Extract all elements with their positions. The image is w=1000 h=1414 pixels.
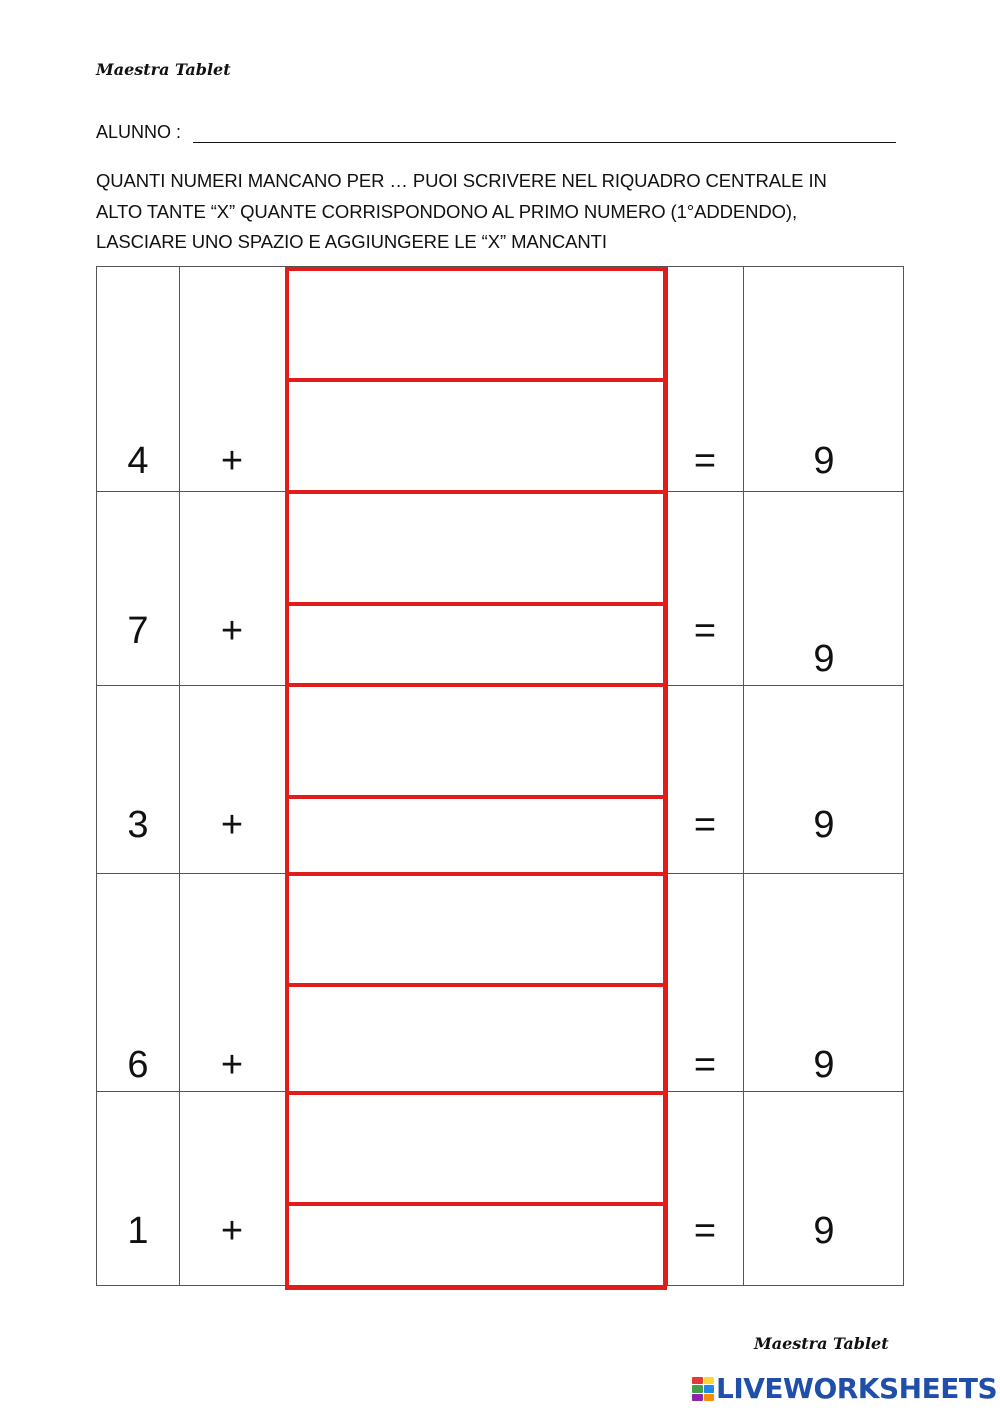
- answer-box-divider[interactable]: [285, 602, 667, 606]
- result: 9: [813, 804, 835, 846]
- answer-box-divider[interactable]: [285, 378, 667, 382]
- plus-sign: +: [220, 804, 244, 846]
- result: 9: [813, 1210, 835, 1252]
- liveworksheets-icon: [692, 1377, 714, 1401]
- answer-column-frame: [285, 267, 667, 1285]
- answer-box-border: [285, 872, 667, 876]
- exercise-grid: [96, 266, 904, 1286]
- answer-box-border: [285, 683, 667, 687]
- result: 9: [813, 1044, 835, 1086]
- student-name-row: [96, 122, 896, 143]
- instructions: [96, 166, 896, 258]
- result: 9: [813, 638, 835, 680]
- brand-footer: Maestra Tablet: [754, 1334, 889, 1353]
- answer-box-border: [285, 267, 667, 271]
- equals-sign: =: [693, 1044, 717, 1086]
- answer-box-border: [285, 1091, 667, 1095]
- result: 9: [813, 440, 835, 482]
- instruction-line: LASCIARE UNO SPAZIO E AGGIUNGERE LE “X” MANCANTI: [96, 231, 607, 252]
- liveworksheets-wordmark: LIVEWORKSHEETS: [716, 1372, 998, 1405]
- plus-sign: +: [220, 440, 244, 482]
- first-addend: 4: [127, 440, 149, 482]
- answer-box-divider[interactable]: [285, 795, 667, 799]
- first-addend: 1: [127, 1210, 149, 1252]
- instruction-line: QUANTI NUMERI MANCANO PER … PUOI SCRIVERE NEL RIQUADRO CENTRALE IN: [96, 170, 827, 191]
- student-label: ALUNNO :: [96, 122, 182, 142]
- equals-sign: =: [693, 610, 717, 652]
- first-addend: 3: [127, 804, 149, 846]
- liveworksheets-logo[interactable]: [692, 1374, 997, 1404]
- answer-box-divider[interactable]: [285, 983, 667, 987]
- equals-sign: =: [693, 804, 717, 846]
- plus-sign: +: [220, 1044, 244, 1086]
- answer-box-divider[interactable]: [285, 1202, 667, 1206]
- plus-sign: +: [220, 610, 244, 652]
- brand-header: Maestra Tablet: [96, 60, 231, 79]
- answer-box-border: [285, 490, 667, 494]
- answer-box-border: [285, 1286, 667, 1290]
- first-addend: 7: [127, 610, 149, 652]
- student-name-line[interactable]: [193, 122, 896, 143]
- plus-sign: +: [220, 1210, 244, 1252]
- equals-sign: =: [693, 1210, 717, 1252]
- instruction-line: ALTO TANTE “X” QUANTE CORRISPONDONO AL PRIMO NUMERO (1°ADDENDO),: [96, 200, 797, 222]
- equals-sign: =: [693, 440, 717, 482]
- first-addend: 6: [127, 1044, 149, 1086]
